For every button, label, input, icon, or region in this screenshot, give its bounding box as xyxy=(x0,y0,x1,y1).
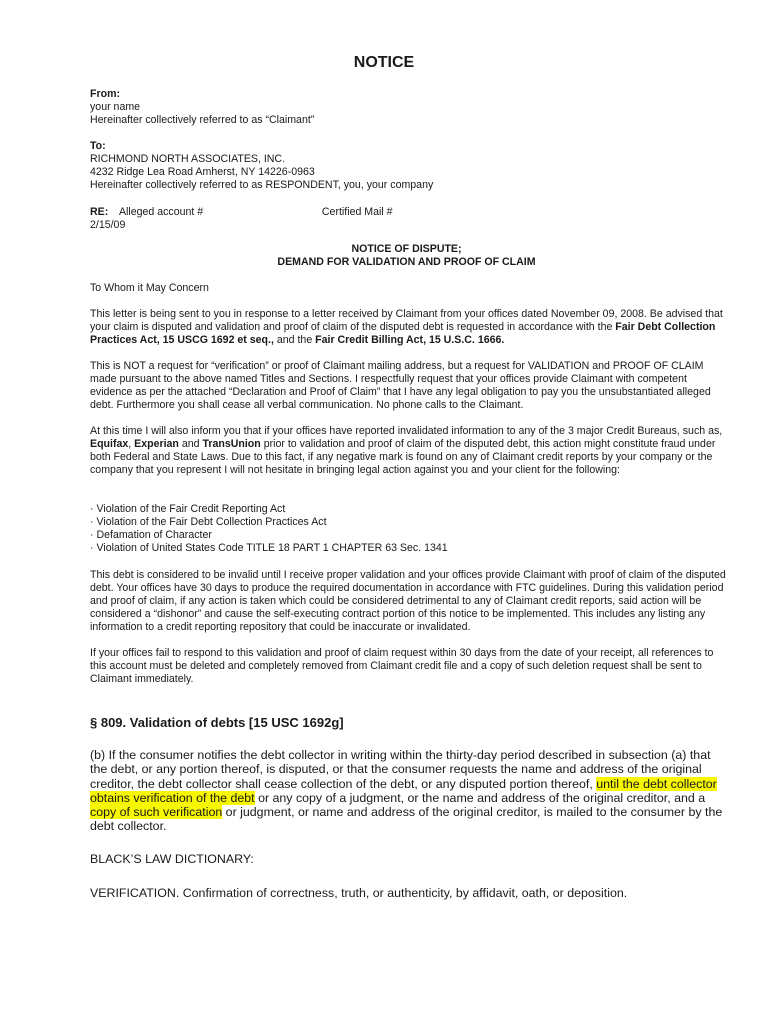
dictionary-heading: BLACK’S LAW DICTIONARY: xyxy=(90,852,254,866)
to-note: Hereinafter collectively referred to as RESPONDENT, you, your company xyxy=(90,179,434,191)
dictionary-definition: . Confirmation of correctness, truth, or authenticity, by affidavit, oath, or deposition. xyxy=(175,886,628,900)
paragraph-3 xyxy=(90,425,730,477)
p3-text-2: prior to validation and proof of claim of the disputed debt, this action might constitute fraud under both Federal and State Laws. Due to this fact, if any negative mark is found on any of Claimant credit reports by your company or the company that you represent I will not hesitate in bringing legal action against you and your client for the following: xyxy=(90,438,716,476)
section-body xyxy=(90,748,730,834)
list-item: · Violation of the Fair Debt Collection Practices Act xyxy=(90,516,327,528)
p1-text-1: This letter is being sent to you in response to a letter received by Claimant from your offices dated November 09, 2008. Be advised that your claim is disputed and validation and proof of claim of the disputed debt is requested in accordance with the xyxy=(90,308,723,333)
p1-text-2: and the xyxy=(273,334,316,346)
paragraph-2: This is NOT a request for “verification” or proof of Claimant mailing address, but a request for VALIDATION and PROOF OF CLAIM made pursuant to the above named Titles and Sections. I respectfully request that your offices provide Claimant with competent evidence as per the attached “Declaration and Proof of Claim” that I have any legal obligation to pay you the unsubstantiated alleged debt. Furthermore you shall cease all verbal communication. No phone calls to the Claimant. xyxy=(90,360,711,411)
p1-fdcpa: Fair Debt Collection Practices Act, 15 USCG 1692 et seq., xyxy=(90,321,716,346)
salutation: To Whom it May Concern xyxy=(90,282,209,294)
paragraph-4: This debt is considered to be invalid until I receive proper validation and your offices provide Claimant with proof of claim of the disputed debt. Your offices have 30 days to produce the required documentation in accordance with FTC guidelines. During this validation period and proof of claim, if any action is taken which could be considered detrimental to any of Claimant credit reports, said action will be considered a “dishonor” and cause the self-executing contract portion of this notice to be implemented. This includes any listing any information to a credit reporting repository that could be inaccurate or invalidated. xyxy=(90,569,726,633)
p3-experian: Experian xyxy=(134,438,179,450)
subject-line-1: NOTICE OF DISPUTE; xyxy=(351,243,462,255)
highlight-copy-verification: copy of such verification xyxy=(90,805,223,820)
dictionary-entry xyxy=(90,886,730,900)
p3-transunion: TransUnion xyxy=(202,438,261,450)
document-title: NOTICE xyxy=(353,54,415,71)
section-text-3: or judgment, or name and address of the original creditor, is mailed to the consumer by the debt collector. xyxy=(90,805,723,834)
to-block xyxy=(90,140,730,192)
section-text-1: (b) If the consumer notifies the debt collector in writing within the thirty-day period described in subsection (a) that the debt, or any portion thereof, is disputed, or that the consumer requests the name and address of the original creditor, the debt collector shall cease collection of the debt, or any disputed portion thereof, xyxy=(90,748,711,791)
section-heading: § 809. Validation of debts [15 USC 1692g] xyxy=(90,715,344,730)
re-line xyxy=(90,206,730,219)
re-label: RE: xyxy=(90,206,109,218)
p3-equifax: Equifax xyxy=(90,438,129,450)
re-date: 2/15/09 xyxy=(90,219,126,231)
list-item: · Defamation of Character xyxy=(90,529,212,541)
re-certified: Certified Mail # xyxy=(321,206,393,218)
subject-line-2: DEMAND FOR VALIDATION AND PROOF OF CLAIM xyxy=(277,256,536,268)
list-item: · Violation of United States Code TITLE 18 PART 1 CHAPTER 63 Sec. 1341 xyxy=(90,542,448,554)
re-block xyxy=(90,206,730,232)
re-account: Alleged account # xyxy=(118,206,204,218)
from-name: your name xyxy=(90,101,141,113)
to-label: To: xyxy=(90,140,106,152)
p3-sep-1: , xyxy=(128,438,135,450)
paragraph-5: If your offices fail to respond to this validation and proof of claim request within 30 days from the date of your receipt, all references to this account must be deleted and completely removed from Claimant credit file and a copy of such deletion request shall be sent to Claimant immediately. xyxy=(90,647,714,685)
section-text-2: or any copy of a judgment, or the name and address of the original creditor, and a xyxy=(254,790,706,805)
highlight-verification: until the debt collector obtains verification of the debt xyxy=(90,776,717,805)
list-item: · Violation of the Fair Credit Reporting Act xyxy=(90,503,286,515)
dictionary-term: VERIFICATION xyxy=(90,886,176,900)
subject-block xyxy=(90,243,723,269)
p3-sep-2: and xyxy=(178,438,203,450)
violations-list xyxy=(90,503,730,555)
from-label: From: xyxy=(90,88,121,100)
from-note: Hereinafter collectively referred to as “Claimant” xyxy=(90,114,315,126)
to-address: 4232 Ridge Lea Road Amherst, NY 14226-0963 xyxy=(90,166,315,178)
p3-text-1: At this time I will also inform you that if your offices have reported invalidated information to any of the 3 major Credit Bureaus, such as, xyxy=(90,425,723,437)
p1-fcba: Fair Credit Billing Act, 15 U.S.C. 1666. xyxy=(315,334,505,346)
from-block xyxy=(90,88,730,127)
to-company: RICHMOND NORTH ASSOCIATES, INC. xyxy=(90,153,286,165)
paragraph-1 xyxy=(90,308,730,347)
